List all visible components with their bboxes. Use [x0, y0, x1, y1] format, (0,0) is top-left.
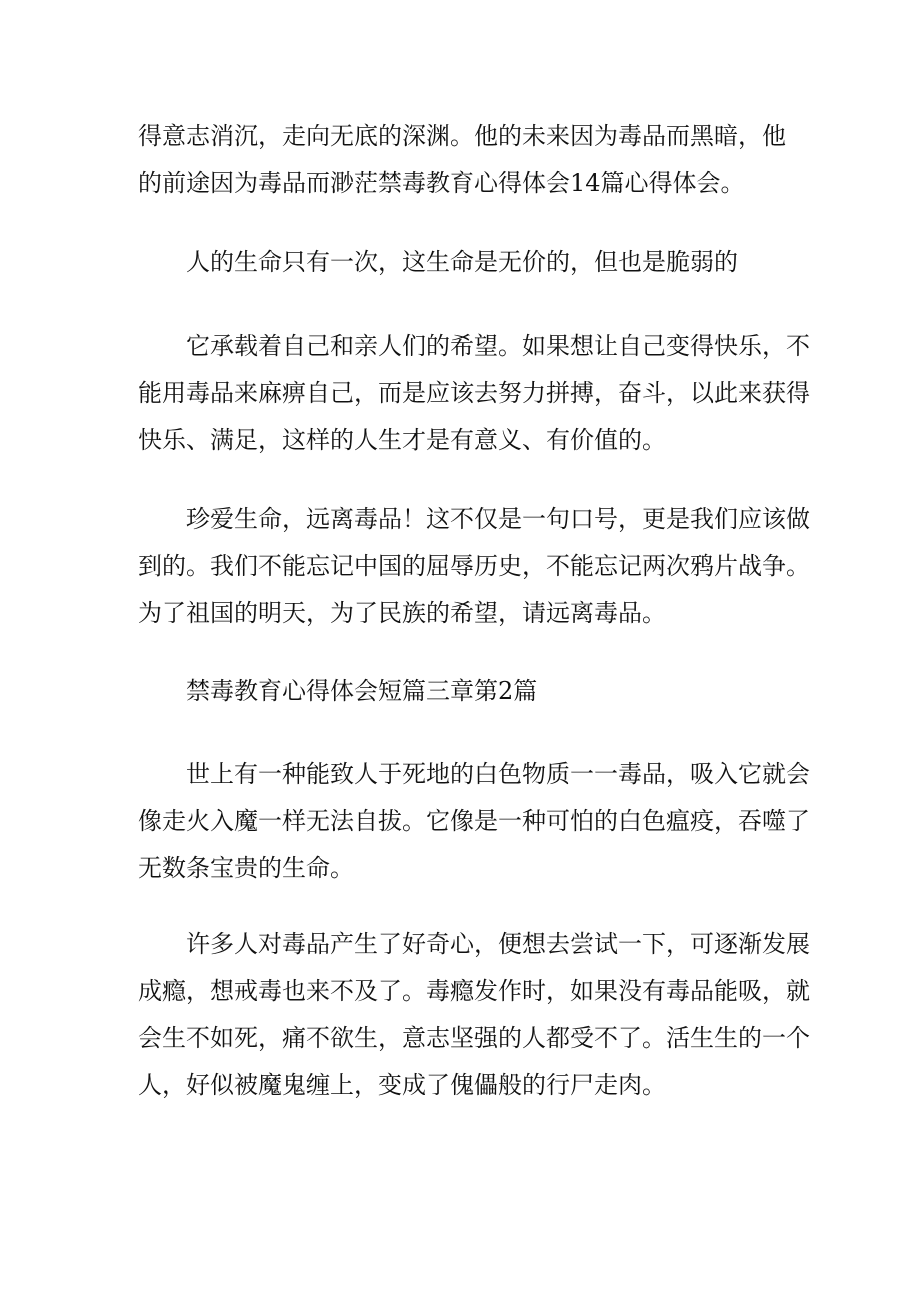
paragraph-line: 会生不如死，痛不欲生，意志坚强的人都受不了。活生生的一个 [138, 1024, 810, 1052]
paragraph-line: 人的生命只有一次，这生命是无价的，但也是脆弱的 [186, 248, 738, 276]
heading-line: 禁毒教育心得体会短篇三章第2篇 [186, 677, 538, 705]
paragraph-line: 快乐、满足，这样的人生才是有意义、有价值的。 [138, 426, 666, 454]
paragraph-line: 的前途因为毒品而渺茫禁毒教育心得体会14篇心得体会。 [138, 169, 745, 197]
paragraph-line: 人，好似被魔鬼缠上，变成了傀儡般的行尸走肉。 [138, 1071, 666, 1099]
paragraph-hope [138, 323, 810, 464]
paragraph-line: 成瘾，想戒毒也来不及了。毒瘾发作时，如果没有毒品能吸，就 [138, 977, 810, 1005]
paragraph-life-once [138, 239, 788, 286]
section-heading [138, 668, 788, 715]
paragraph-line: 世上有一种能致人于死地的白色物质一一毒品，吸入它就会 [186, 760, 810, 788]
paragraph-line: 珍爱生命，远离毒品！这不仅是一句口号，更是我们应该做 [186, 505, 810, 533]
paragraph-continuation [138, 113, 788, 207]
paragraph-line: 到的。我们不能忘记中国的屈辱历史，不能忘记两次鸦片战争。 [138, 552, 810, 580]
paragraph-curiosity [138, 921, 810, 1109]
paragraph-line: 像走火入魔一样无法自拔。它像是一种可怕的白色瘟疫，吞噬了 [138, 807, 810, 835]
paragraph-white-plague [138, 751, 810, 892]
paragraph-line: 能用毒品来麻痹自己，而是应该去努力拼搏，奋斗，以此来获得 [138, 379, 810, 407]
paragraph-cherish-life [138, 496, 810, 637]
paragraph-line: 无数条宝贵的生命。 [138, 854, 354, 882]
paragraph-line: 得意志消沉，走向无底的深渊。他的未来因为毒品而黑暗，他 [138, 122, 786, 150]
paragraph-line: 它承载着自己和亲人们的希望。如果想让自己变得快乐，不 [186, 332, 810, 360]
paragraph-line: 为了祖国的明天，为了民族的希望，请远离毒品。 [138, 599, 666, 627]
paragraph-line: 许多人对毒品产生了好奇心，便想去尝试一下，可逐渐发展 [186, 930, 810, 958]
